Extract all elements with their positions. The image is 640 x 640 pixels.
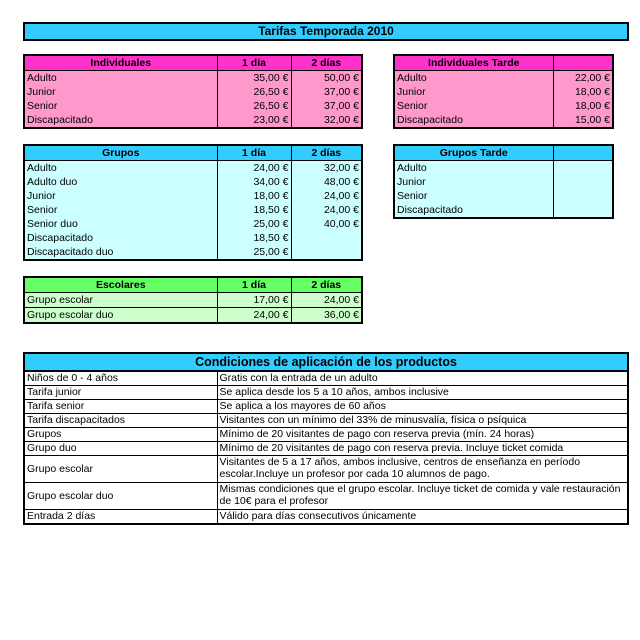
- row-label: Senior: [397, 190, 428, 202]
- price-cell: 37,00 €: [291, 99, 361, 113]
- row-label: Discapacitado duo: [27, 246, 114, 258]
- table-row: [25, 510, 627, 524]
- condition-label: Grupo escolar duo: [25, 483, 217, 510]
- table-row: [25, 217, 361, 231]
- condition-label: Tarifa discapacitados: [25, 414, 217, 428]
- condition-text: Mismas condiciones que el grupo escolar. Incluye ticket de comida y vale restauración de 10€ para el profesor: [217, 483, 627, 510]
- price-cell: 26,50 €: [217, 99, 291, 113]
- header-cell: Individuales: [25, 56, 217, 71]
- row-label: Adulto: [27, 162, 57, 174]
- price-cell: 17,00 €: [217, 293, 291, 308]
- table-row: [25, 203, 361, 217]
- row-label: Discapacitado: [397, 204, 463, 216]
- price-cell: 23,00 €: [217, 113, 291, 127]
- condition-text: Válido para días consecutivos únicamente: [217, 510, 627, 524]
- table-row: [25, 175, 361, 189]
- row-label: Junior: [27, 190, 56, 202]
- row-label: Junior: [397, 176, 426, 188]
- price-cell: 18,00 €: [217, 189, 291, 203]
- grupos-tarde-table: [393, 144, 614, 219]
- condition-label: Tarifa senior: [25, 400, 217, 414]
- price-cell: 50,00 €: [291, 71, 361, 86]
- header-cell: 2 días: [291, 278, 361, 293]
- table-row: [25, 85, 361, 99]
- price-cell: 18,50 €: [217, 231, 291, 245]
- row-label: Junior: [397, 86, 426, 98]
- header-cell: [553, 56, 612, 71]
- condition-label: Grupo duo: [25, 442, 217, 456]
- row-label: Junior: [27, 86, 56, 98]
- table-row: [395, 203, 612, 217]
- table-row: [25, 231, 361, 245]
- table-row: [25, 386, 627, 400]
- row-label: Grupo escolar duo: [27, 309, 114, 321]
- table-header: [395, 146, 612, 161]
- table-row: [395, 189, 612, 203]
- price-cell: 40,00 €: [291, 217, 361, 231]
- price-cell: 22,00 €: [553, 71, 612, 86]
- price-cell: 24,00 €: [291, 293, 361, 308]
- price-cell: 18,00 €: [553, 85, 612, 99]
- table-row: [25, 428, 627, 442]
- table-row: [25, 71, 361, 86]
- condition-text: Mínimo de 20 visitantes de pago con reserva previa (mín. 24 horas): [217, 428, 627, 442]
- row-label: Senior: [27, 100, 58, 112]
- table-row: [395, 99, 612, 113]
- condition-label: Niños de 0 - 4 años: [25, 371, 217, 386]
- price-cell: 25,00 €: [217, 217, 291, 231]
- header-cell: 1 día: [217, 146, 291, 161]
- page-title: Tarifas Temporada 2010: [23, 22, 629, 41]
- condition-text: Visitantes con un mínimo del 33% de minusvalía, física o psíquica: [217, 414, 627, 428]
- price-cell: [553, 175, 612, 189]
- condiciones-table: [23, 352, 629, 525]
- table-row: [25, 414, 627, 428]
- price-cell: 24,00 €: [291, 203, 361, 217]
- grupos-table: [23, 144, 363, 261]
- header-cell: 2 días: [291, 56, 361, 71]
- row-label: Discapacitado: [27, 114, 93, 126]
- table-row: [25, 442, 627, 456]
- header-cell: [553, 146, 612, 161]
- row-label: Senior: [397, 100, 428, 112]
- row-label: Senior: [27, 204, 58, 216]
- price-cell: 32,00 €: [291, 161, 361, 176]
- individuales-table: [23, 54, 363, 129]
- price-cell: 18,50 €: [217, 203, 291, 217]
- condition-label: Entrada 2 días: [27, 510, 96, 522]
- price-cell: [553, 189, 612, 203]
- row-label: Discapacitado: [397, 114, 463, 126]
- condition-text: Visitantes de 5 a 17 años, ambos inclusive, centros de enseñanza en período escolar.Incluye un profesor por cada 10 alumnos de pago.: [217, 456, 627, 483]
- row-label: Senior duo: [27, 218, 78, 230]
- table-header: [25, 354, 627, 371]
- price-cell: 34,00 €: [217, 175, 291, 189]
- condition-text: Gratis con la entrada de un adulto: [217, 371, 627, 386]
- table-row: [25, 189, 361, 203]
- price-cell: [553, 203, 612, 217]
- price-cell: 15,00 €: [553, 113, 612, 127]
- table-row: [25, 293, 361, 308]
- condition-text: Se aplica a los mayores de 60 años: [217, 400, 627, 414]
- header-cell: Escolares: [25, 278, 217, 293]
- row-label: Adulto: [397, 162, 427, 174]
- price-cell: 26,50 €: [217, 85, 291, 99]
- price-cell: [291, 231, 361, 245]
- table-header: [25, 56, 361, 71]
- table-row: [395, 71, 612, 86]
- header-cell: Grupos Tarde: [395, 146, 553, 161]
- price-cell: 24,00 €: [217, 308, 291, 323]
- header-cell: Individuales Tarde: [395, 56, 553, 71]
- header-cell: 1 día: [217, 278, 291, 293]
- row-label: Discapacitado: [27, 232, 93, 244]
- condition-label: Grupos: [25, 428, 217, 442]
- table-row: [395, 175, 612, 189]
- escolares-table: [23, 276, 363, 324]
- table-row: [395, 161, 612, 176]
- condition-text: Se aplica desde los 5 a 10 años, ambos inclusive: [217, 386, 627, 400]
- price-cell: 35,00 €: [217, 71, 291, 86]
- row-label: Adulto duo: [27, 176, 78, 188]
- table-row: [25, 245, 361, 259]
- table-row: [25, 161, 361, 176]
- header-cell: Grupos: [25, 146, 217, 161]
- table-row: [25, 456, 627, 483]
- table-row: [395, 113, 612, 127]
- price-cell: 24,00 €: [291, 189, 361, 203]
- row-label: Adulto: [27, 72, 57, 84]
- table-header: [25, 278, 361, 293]
- price-cell: 37,00 €: [291, 85, 361, 99]
- price-cell: 36,00 €: [291, 308, 361, 323]
- price-cell: 25,00 €: [217, 245, 291, 259]
- table-row: [25, 113, 361, 127]
- price-cell: [553, 161, 612, 176]
- price-cell: 48,00 €: [291, 175, 361, 189]
- table-header: [25, 146, 361, 161]
- table-row: [25, 400, 627, 414]
- individuales-tarde-table: [393, 54, 614, 129]
- price-cell: [291, 245, 361, 259]
- condition-label: Tarifa junior: [25, 386, 217, 400]
- table-row: [395, 85, 612, 99]
- price-cell: 24,00 €: [217, 161, 291, 176]
- table-row: [25, 308, 361, 323]
- header-cell: 2 días: [291, 146, 361, 161]
- condition-text: Mínimo de 20 visitantes de pago con reserva previa. Incluye ticket comida: [217, 442, 627, 456]
- table-row: [25, 483, 627, 510]
- table-row: [25, 371, 627, 386]
- header-cell: 1 día: [217, 56, 291, 71]
- price-cell: 18,00 €: [553, 99, 612, 113]
- table-row: [25, 99, 361, 113]
- row-label: Grupo escolar: [25, 293, 217, 308]
- row-label: Adulto: [397, 72, 427, 84]
- condition-label: Grupo escolar: [25, 456, 217, 483]
- price-cell: 32,00 €: [291, 113, 361, 127]
- table-header: [395, 56, 612, 71]
- conditions-title: Condiciones de aplicación de los productos: [25, 354, 627, 371]
